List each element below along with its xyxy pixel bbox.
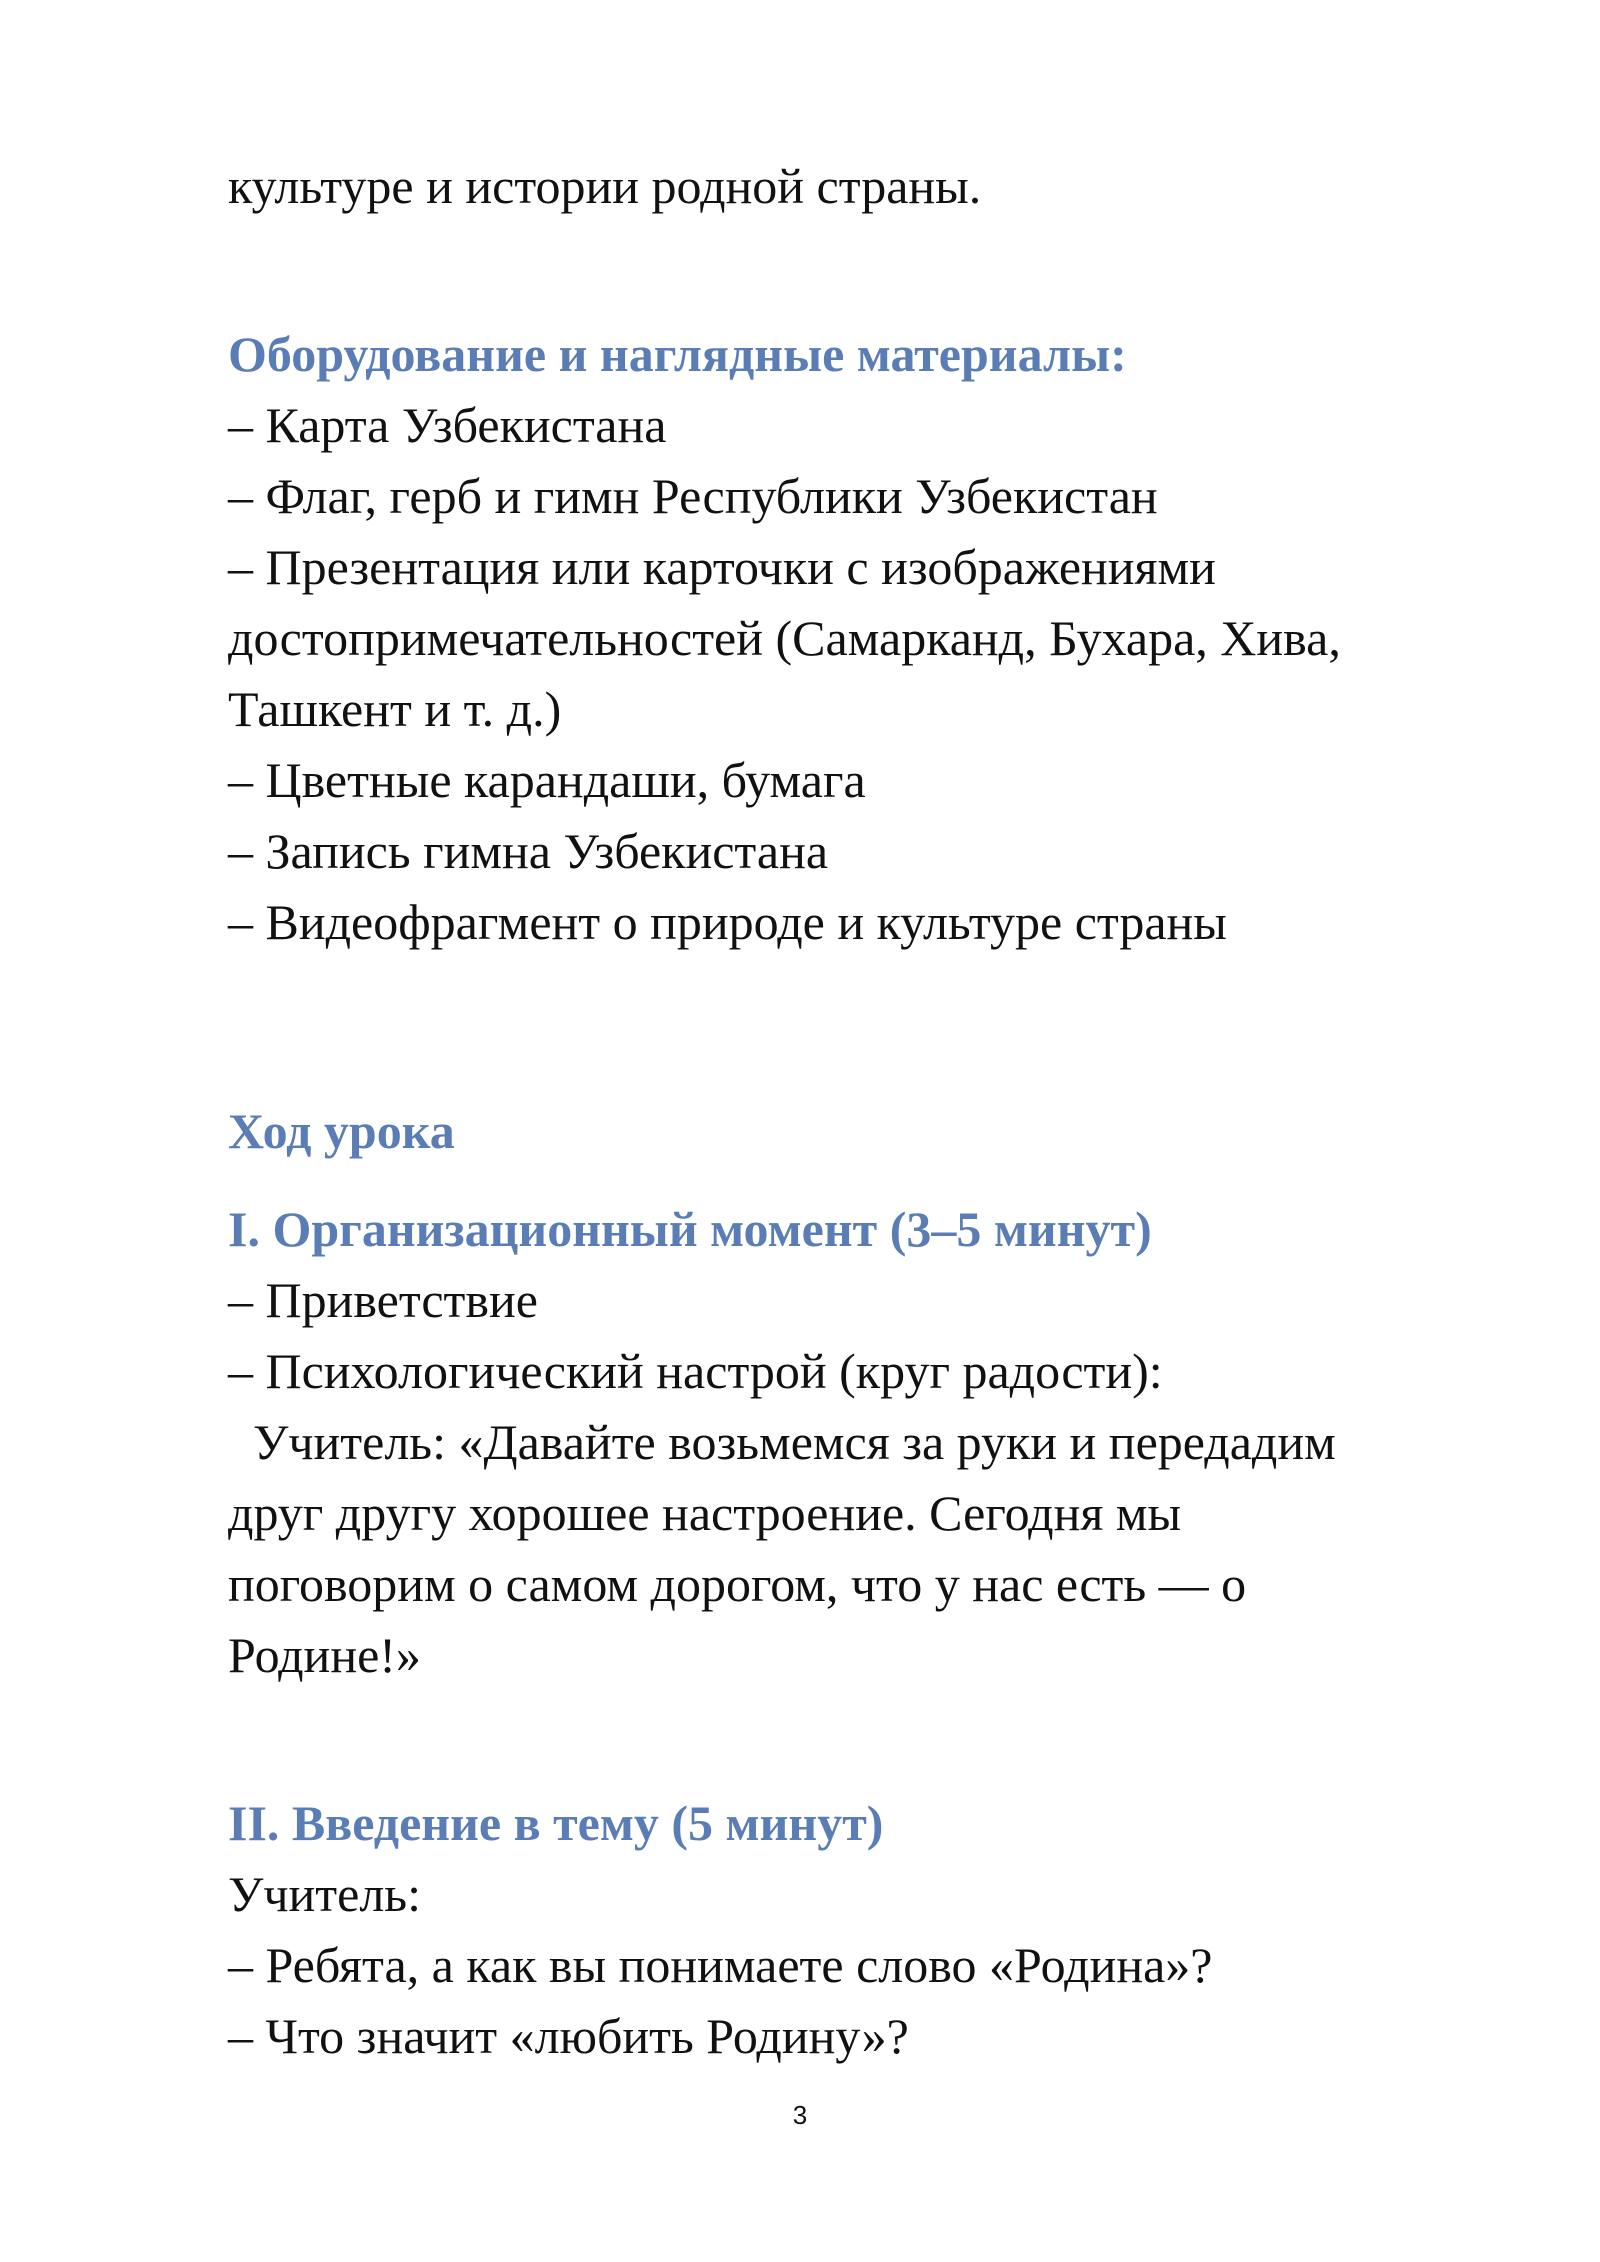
section-1-line: Учитель: «Давайте возьмемся за руки и передадим (228, 1414, 1336, 1470)
equipment-item: – Цветные карандаши, бумага (228, 752, 866, 808)
page-number: 3 (792, 2100, 808, 2130)
equipment-item: достопримечательностей (Самарканд, Бухара, Хива, (228, 610, 1341, 666)
equipment-item: – Видеофрагмент о природе и культуре страны (228, 894, 1227, 950)
section-1-line: Родине!» (228, 1627, 421, 1683)
equipment-item: – Запись гимна Узбекистана (228, 823, 829, 879)
section-2-line: Учитель: (228, 1866, 421, 1922)
equipment-item: – Карта Узбекистана (228, 397, 667, 453)
equipment-item: Ташкент и т. д.) (228, 681, 562, 737)
section-1-line: – Психологический настрой (круг радости): (228, 1343, 1163, 1399)
equipment-heading: Оборудование и наглядные материалы: (228, 326, 1127, 382)
equipment-item: – Флаг, герб и гимн Республики Узбекистан (228, 468, 1158, 524)
lesson-heading: Ход урока (228, 1103, 455, 1159)
section-1-line: друг другу хорошее настроение. Сегодня мы (228, 1485, 1182, 1541)
section-2-line: – Что значит «любить Родину»? (228, 2008, 909, 2064)
section-2-heading: II. Введение в тему (5 минут) (228, 1795, 884, 1851)
section-2-line: – Ребята, а как вы понимаете слово «Родина»? (228, 1937, 1213, 1993)
intro-continuation: культуре и истории родной страны. (228, 158, 982, 214)
section-1-line: – Приветствие (228, 1272, 538, 1328)
section-1-line: поговорим о самом дорогом, что у нас есть — о (228, 1556, 1247, 1612)
equipment-item: – Презентация или карточки с изображениями (228, 539, 1216, 595)
section-1-heading: I. Организационный момент (3–5 минут) (228, 1201, 1152, 1257)
